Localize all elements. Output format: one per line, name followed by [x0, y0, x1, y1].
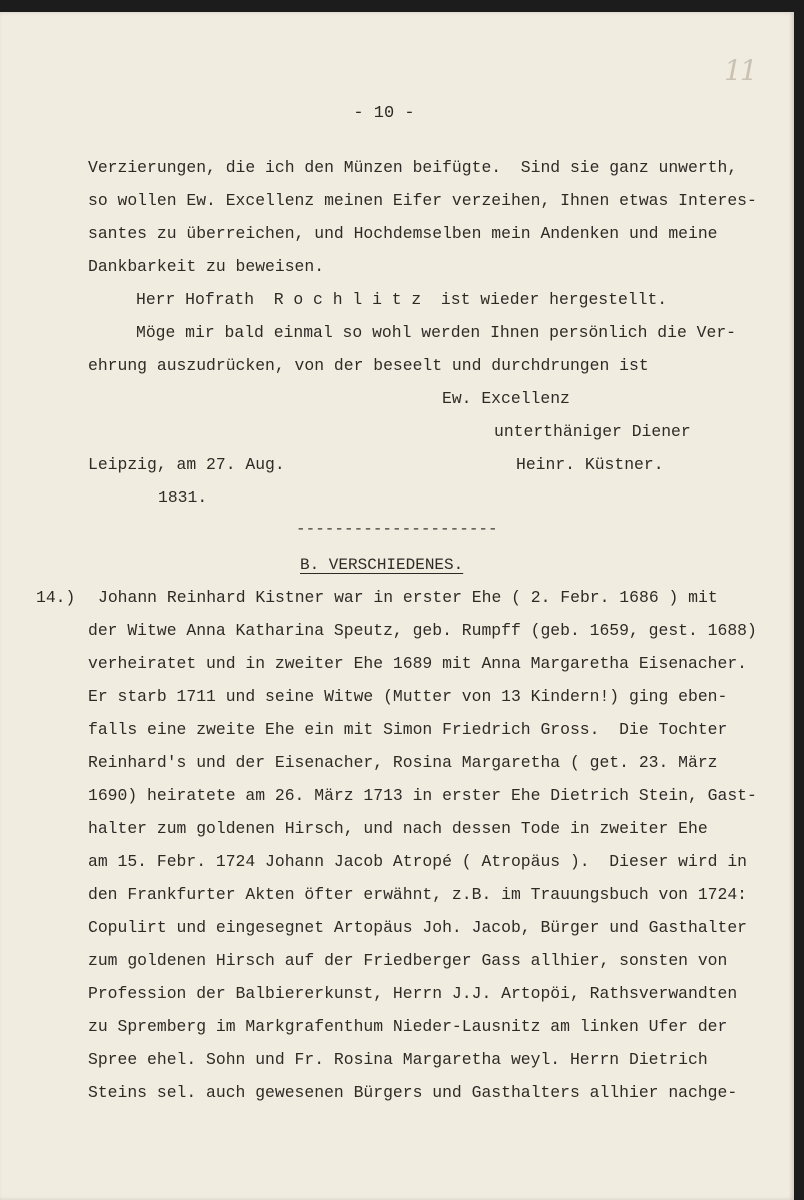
page-number: - 10 -	[353, 104, 415, 123]
entry-line: Copulirt und eingesegnet Artopäus Joh. Jacob, Bürger und Gasthalter	[88, 918, 748, 937]
entry-line: halter zum goldenen Hirsch, und nach dessen Tode in zweiter Ehe	[88, 819, 708, 838]
letter-line: Verzierungen, die ich den Münzen beifügte. Sind sie ganz unwerth,	[88, 158, 738, 177]
letter-line: so wollen Ew. Excellenz meinen Eifer verzeihen, Ihnen etwas Interes-	[88, 191, 757, 210]
separator-rule: ---------------------	[296, 520, 498, 538]
entry-number: 14.)	[36, 588, 76, 607]
entry-line: zum goldenen Hirsch auf der Friedberger Gass allhier, sonsten von	[88, 951, 728, 970]
letter-year: 1831.	[158, 488, 208, 507]
salutation: Ew. Excellenz	[442, 389, 570, 408]
letter-line: Möge mir bald einmal so wohl werden Ihnen persönlich die Ver-	[136, 323, 736, 342]
place-date: Leipzig, am 27. Aug.	[88, 455, 285, 474]
entry-line: Steins sel. auch gewesenen Bürgers und Gasthalters allhier nachge-	[88, 1083, 738, 1102]
entry-line: Er starb 1711 und seine Witwe (Mutter von 13 Kindern!) ging eben-	[88, 687, 728, 706]
entry-line: Reinhard's und der Eisenacher, Rosina Margaretha ( get. 23. März	[88, 753, 718, 772]
entry-line: Spree ehel. Sohn und Fr. Rosina Margaretha weyl. Herrn Dietrich	[88, 1050, 708, 1069]
signature: Heinr. Küstner.	[516, 455, 664, 474]
entry-line: den Frankfurter Akten öfter erwähnt, z.B. im Trauungsbuch von 1724:	[88, 885, 748, 904]
entry-line: am 15. Febr. 1724 Johann Jacob Atropé ( Atropäus ). Dieser wird in	[88, 852, 748, 871]
entry-line: Johann Reinhard Kistner war in erster Ehe ( 2. Febr. 1686 ) mit	[98, 588, 718, 607]
entry-line: falls eine zweite Ehe ein mit Simon Friedrich Gross. Die Tochter	[88, 720, 728, 739]
letter-line: Dankbarkeit zu beweisen.	[88, 257, 325, 276]
entry-line: der Witwe Anna Katharina Speutz, geb. Rumpff (geb. 1659, gest. 1688)	[88, 621, 757, 640]
section-heading: B. VERSCHIEDENES.	[300, 556, 464, 574]
entry-line: 1690) heiratete am 26. März 1713 in erster Ehe Dietrich Stein, Gast-	[88, 786, 757, 805]
letter-line: ehrung auszudrücken, von der beseelt und durchdrungen ist	[88, 356, 649, 375]
letter-line: santes zu überreichen, und Hochdemselben mein Andenken und meine	[88, 224, 718, 243]
entry-line: Profession der Balbiererkunst, Herrn J.J. Artopöi, Rathsverwandten	[88, 984, 738, 1003]
letter-line: Herr Hofrath R o c h l i t z ist wieder hergestellt.	[136, 290, 668, 309]
archive-folio-mark: 11	[724, 54, 756, 87]
document-page	[0, 12, 794, 1200]
closing-servant: unterthäniger Diener	[494, 422, 691, 441]
entry-line: verheiratet und in zweiter Ehe 1689 mit Anna Margaretha Eisenacher.	[88, 654, 748, 673]
entry-line: zu Spremberg im Markgrafenthum Nieder-Lausnitz am linken Ufer der	[88, 1017, 728, 1036]
